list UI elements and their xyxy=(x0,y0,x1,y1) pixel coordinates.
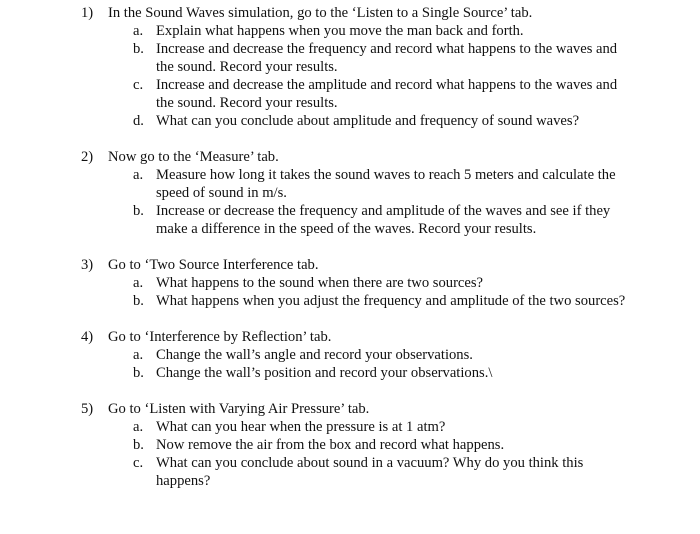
sub-question xyxy=(0,436,626,454)
sub-question-letter: c. xyxy=(133,455,144,471)
sub-question-letter: b. xyxy=(133,293,144,309)
sub-question xyxy=(0,22,626,40)
sub-question-text: What can you hear when the pressure is at 1 atm? xyxy=(156,419,446,435)
question-number: 2) xyxy=(81,149,94,165)
sub-question-text: Increase and decrease the amplitude and record what happens to the waves and the sound. Record your results. xyxy=(156,77,618,111)
sub-question xyxy=(0,274,626,292)
sub-question-letter: a. xyxy=(133,167,144,183)
sub-question-list xyxy=(0,346,700,382)
sub-question-text: Measure how long it takes the sound waves to reach 5 meters and calculate the speed of sound in m/s. xyxy=(156,167,616,201)
sub-question-list xyxy=(0,274,700,310)
sub-question-text: What can you conclude about sound in a vacuum? Why do you think this happens? xyxy=(156,455,584,489)
sub-question-text: What can you conclude about amplitude and frequency of sound waves? xyxy=(156,113,580,129)
question-2 xyxy=(0,148,700,238)
question-text: Go to ‘Interference by Reflection’ tab. xyxy=(108,329,332,345)
question-text: Go to ‘Two Source Interference tab. xyxy=(108,257,319,273)
question-number: 5) xyxy=(81,401,94,417)
sub-question xyxy=(0,202,626,238)
sub-question-letter: b. xyxy=(133,41,144,57)
sub-question xyxy=(0,76,626,112)
sub-question-letter: a. xyxy=(133,419,144,435)
sub-question-letter: b. xyxy=(133,203,144,219)
sub-question-letter: d. xyxy=(133,113,144,129)
sub-question-text: Change the wall’s position and record your observations.\ xyxy=(156,365,493,381)
sub-question xyxy=(0,418,626,436)
sub-question-letter: a. xyxy=(133,23,144,39)
sub-question-text: What happens to the sound when there are two sources? xyxy=(156,275,484,291)
sub-question-list xyxy=(0,418,700,490)
question-heading xyxy=(0,400,668,418)
sub-question-text: Now remove the air from the box and record what happens. xyxy=(156,437,505,453)
sub-question-text: What happens when you adjust the frequency and amplitude of the two sources? xyxy=(156,293,626,309)
question-number: 3) xyxy=(81,257,94,273)
question-heading xyxy=(0,148,668,166)
sub-question-text: Increase or decrease the frequency and amplitude of the waves and see if they make a difference in the speed of the waves. Record your results. xyxy=(156,203,611,237)
question-text: Now go to the ‘Measure’ tab. xyxy=(108,149,279,165)
question-heading xyxy=(0,4,668,22)
question-text: Go to ‘Listen with Varying Air Pressure’ tab. xyxy=(108,401,370,417)
question-1 xyxy=(0,4,700,130)
sub-question xyxy=(0,364,626,382)
sub-question xyxy=(0,40,626,76)
question-5 xyxy=(0,400,700,490)
sub-question xyxy=(0,454,626,490)
sub-question xyxy=(0,346,626,364)
question-4 xyxy=(0,328,700,382)
sub-question-letter: a. xyxy=(133,347,144,363)
question-3 xyxy=(0,256,700,310)
sub-question xyxy=(0,112,626,130)
question-number: 1) xyxy=(81,5,94,21)
worksheet-document xyxy=(0,4,700,490)
sub-question-letter: c. xyxy=(133,77,144,93)
sub-question-text: Explain what happens when you move the man back and forth. xyxy=(156,23,524,39)
question-text: In the Sound Waves simulation, go to the ‘Listen to a Single Source’ tab. xyxy=(108,5,533,21)
sub-question-letter: b. xyxy=(133,437,144,453)
sub-question xyxy=(0,292,626,310)
question-heading xyxy=(0,256,668,274)
question-heading xyxy=(0,328,668,346)
sub-question-letter: a. xyxy=(133,275,144,291)
question-number: 4) xyxy=(81,329,94,345)
sub-question-text: Increase and decrease the frequency and record what happens to the waves and the sound. Record your results. xyxy=(156,41,618,75)
sub-question-list xyxy=(0,166,700,238)
sub-question-letter: b. xyxy=(133,365,144,381)
sub-question-list xyxy=(0,22,700,130)
sub-question xyxy=(0,166,626,202)
sub-question-text: Change the wall’s angle and record your observations. xyxy=(156,347,473,363)
